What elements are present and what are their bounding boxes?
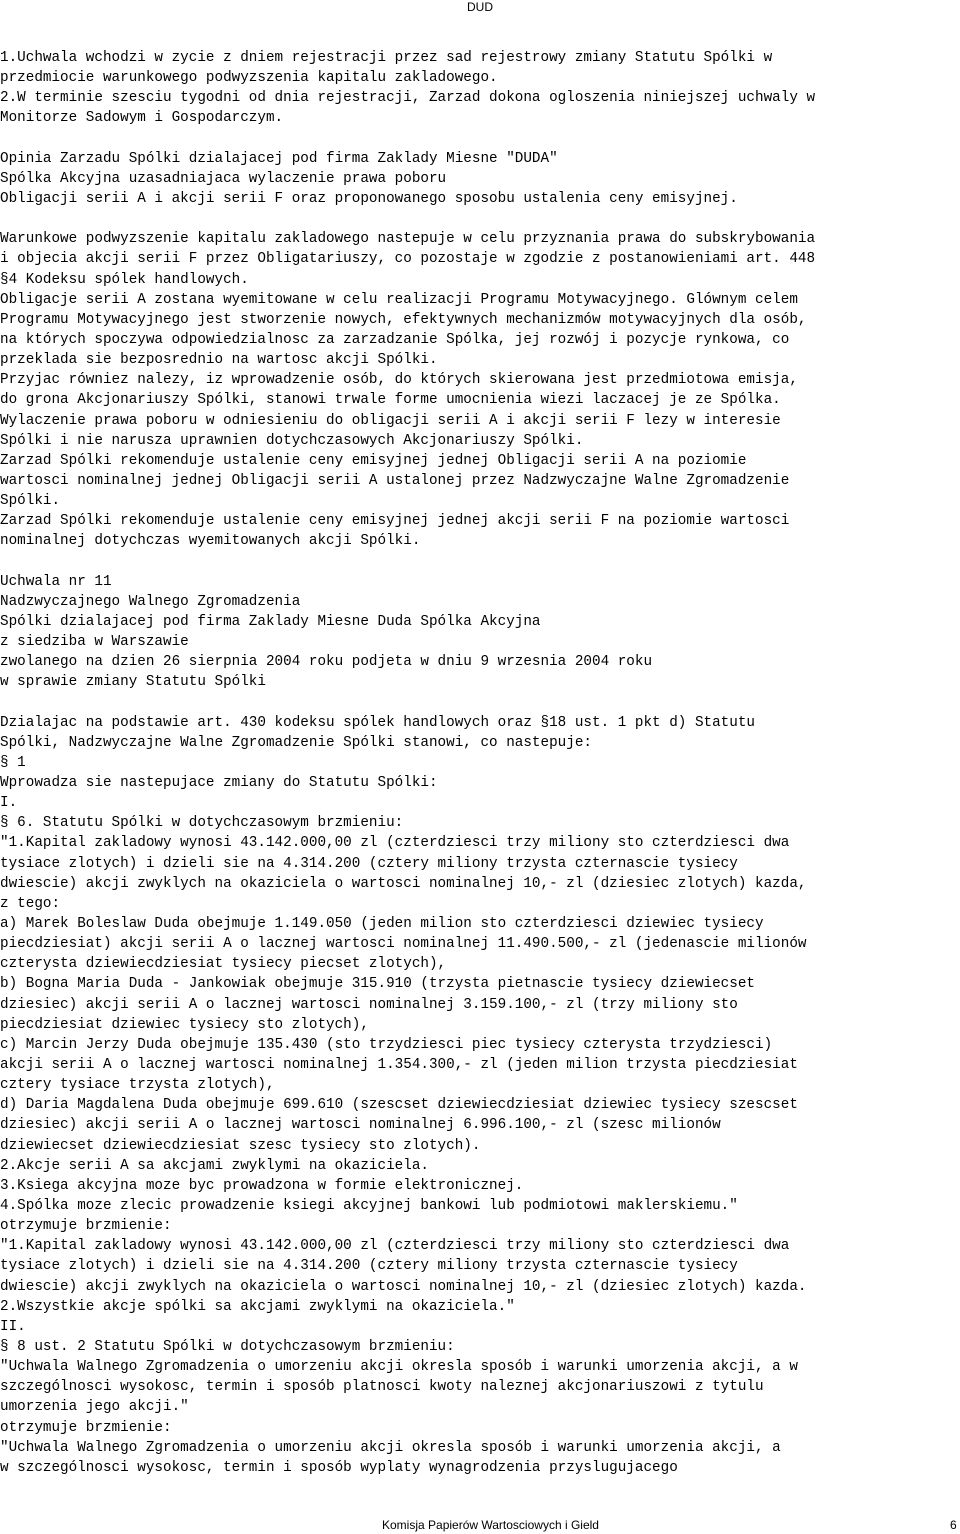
text-line: II. (0, 1318, 26, 1335)
text-line: Obligacji serii A i akcji serii F oraz proponowanego sposobu ustalenia ceny emisyjnej. (0, 190, 738, 207)
text-line: 1.Uchwala wchodzi w zycie z dniem rejestracji przez sad rejestrowy zmiany Statutu Spólki w (0, 50, 773, 66)
text-line: wartosci nominalnej jednej Obligacji serii A ustalonej przez Nadzwyczajne Walne Zgromadzenie (0, 472, 790, 489)
text-line: "1.Kapital zakladowy wynosi 43.142.000,00 zl (czterdziesci trzy miliony sto czterdziesci dwa (0, 835, 790, 852)
text-line: Spólka Akcyjna uzasadniajaca wylaczenie prawa poboru (0, 170, 447, 187)
text-line: Monitorze Sadowym i Gospodarczym. (0, 110, 284, 127)
paragraph (0, 48, 960, 129)
text-line: Dzialajac na podstawie art. 430 kodeksu spólek handlowych oraz §18 ust. 1 pkt d) Statutu (0, 714, 755, 731)
text-line: Nadzwyczajnego Walnego Zgromadzenia (0, 593, 301, 610)
text-line: Zarzad Spólki rekomenduje ustalenie ceny emisyjnej jednej Obligacji serii A na poziomie (0, 452, 747, 469)
page-number: 6 (950, 1518, 957, 1532)
footer-source: Komisja Papierów Wartosciowych i Gield (382, 1518, 599, 1532)
document-body (0, 48, 960, 1478)
text-line: dziewiecset dziewiecdziesiat szesc tysiecy sto zlotych). (0, 1137, 481, 1154)
text-line: tysiace zlotych) i dzieli sie na 4.314.200 (cztery miliony trzysta czternascie tysiecy (0, 1258, 738, 1275)
text-line: piecdziesiat dziewiec tysiecy sto zlotych), (0, 1016, 369, 1033)
page-header: DUD (467, 0, 493, 14)
text-line: "Uchwala Walnego Zgromadzenia o umorzeniu akcji okresla sposób i warunki umorzenia akcji, a w (0, 1359, 798, 1376)
text-line: § 1 (0, 754, 26, 771)
text-line: otrzymuje brzmienie: (0, 1218, 172, 1235)
text-line: Spólki dzialajacej pod firma Zaklady Miesne Duda Spólka Akcyjna (0, 613, 541, 630)
paragraph (0, 713, 960, 1478)
text-line: Spólki i nie narusza uprawnien dotychczasowych Akcjonariuszy Spólki. (0, 432, 584, 449)
text-line: zwolanego na dzien 26 sierpnia 2004 roku podjeta w dniu 9 wrzesnia 2004 roku (0, 654, 653, 671)
text-line: Spólki, Nadzwyczajne Walne Zgromadzenie Spólki stanowi, co nastepuje: (0, 734, 592, 751)
text-line: Obligacje serii A zostana wyemitowane w celu realizacji Programu Motywacyjnego. Glównym celem (0, 291, 798, 308)
paragraph-gap (0, 209, 960, 229)
text-line: Spólki. (0, 493, 61, 510)
text-line: b) Bogna Maria Duda - Jankowiak obejmuje 315.910 (trzysta pietnascie tysiecy dziewiecset (0, 976, 755, 993)
text-line: 2.W terminie szesciu tygodni od dnia rejestracji, Zarzad dokona ogloszenia niniejszej uchwaly w (0, 90, 816, 107)
text-line: z siedziba w Warszawie (0, 634, 189, 651)
text-line: cztery tysiace trzysta zlotych), (0, 1077, 275, 1094)
text-line: z tego: (0, 895, 61, 912)
text-line: Programu Motywacyjnego jest stworzenie nowych, efektywnych mechanizmów motywacyjnych dla osób, (0, 311, 807, 328)
text-line: tysiace zlotych) i dzieli sie na 4.314.200 (cztery miliony trzysta czternascie tysiecy (0, 855, 738, 872)
text-line: czterysta dziewiecdziesiat tysiecy piecset zlotych), (0, 956, 447, 973)
text-line: d) Daria Magdalena Duda obejmuje 699.610 (szescset dziewiecdziesiat dziewiec tysiecy szescset (0, 1097, 798, 1114)
paragraph (0, 229, 960, 551)
text-line: do grona Akcjonariuszy Spólki, stanowi trwale forme umocnienia wiezi laczacej je ze Spólka. (0, 392, 781, 409)
text-line: I. (0, 795, 18, 812)
text-line: §4 Kodeksu spólek handlowych. (0, 271, 249, 288)
text-line: w sprawie zmiany Statutu Spólki (0, 674, 266, 691)
text-line: akcji serii A o lacznej wartosci nominalnej 1.354.300,- zl (jeden milion trzysta piecdziesiat (0, 1057, 798, 1074)
paragraph-gap (0, 693, 960, 713)
text-line: § 8 ust. 2 Statutu Spólki w dotychczasowym brzmieniu: (0, 1339, 455, 1355)
text-line: dziesiec) akcji serii A o lacznej wartosci nominalnej 3.159.100,- zl (trzy miliony sto (0, 996, 738, 1013)
text-line: 2.Akcje serii A sa akcjami zwyklymi na okaziciela. (0, 1157, 429, 1174)
text-line: przeklada sie bezposrednio na wartosc akcji Spólki. (0, 352, 438, 369)
text-line: Opinia Zarzadu Spólki dzialajacej pod firma Zaklady Miesne "DUDA" (0, 150, 558, 167)
text-line: nominalnej dotychczas wyemitowanych akcji Spólki. (0, 533, 421, 550)
text-line: Wylaczenie prawa poboru w odniesieniu do obligacji serii A i akcji serii F lezy w interesie (0, 412, 781, 429)
text-line: w szczególnosci wysokosc, termin i sposób wyplaty wynagrodzenia przyslugujacego (0, 1459, 678, 1476)
text-line: 3.Ksiega akcyjna moze byc prowadzona w formie elektronicznej. (0, 1177, 524, 1194)
text-line: § 6. Statutu Spólki w dotychczasowym brzmieniu: (0, 815, 404, 832)
text-line: dziesiec) akcji serii A o lacznej wartosci nominalnej 6.996.100,- zl (szesc milionów (0, 1117, 721, 1134)
text-line: przedmiocie warunkowego podwyzszenia kapitalu zakladowego. (0, 70, 498, 87)
text-line: Przyjac równiez nalezy, iz wprowadzenie osób, do których skierowana jest przedmiotowa emisja, (0, 372, 798, 389)
text-line: 4.Spólka moze zlecic prowadzenie ksiegi akcyjnej bankowi lub podmiotowi maklerskiemu." (0, 1198, 738, 1215)
text-line: Zarzad Spólki rekomenduje ustalenie ceny emisyjnej jednej akcji serii F na poziomie wartosci (0, 513, 790, 530)
text-line: otrzymuje brzmienie: (0, 1419, 172, 1436)
text-line: dwiescie) akcji zwyklych na okaziciela o wartosci nominalnej 10,- zl (dziesiec zlotych) kazda, (0, 875, 807, 892)
text-line: dwiescie) akcji zwyklych na okaziciela o wartosci nominalnej 10,- zl (dziesiec zlotych) kazda. (0, 1278, 807, 1295)
text-line: 2.Wszystkie akcje spólki sa akcjami zwyklymi na okaziciela." (0, 1298, 515, 1315)
paragraph (0, 572, 960, 693)
text-line: c) Marcin Jerzy Duda obejmuje 135.430 (sto trzydziesci piec tysiecy czterysta trzydziesci) (0, 1036, 773, 1053)
text-line: i objecia akcji serii F przez Obligatariuszy, co pozostaje w zgodzie z postanowieniami art. 448 (0, 251, 816, 268)
text-line: szczególnosci wysokosc, termin i sposób platnosci kwoty naleznej akcjonariuszowi z tytulu (0, 1379, 764, 1396)
text-line: "Uchwala Walnego Zgromadzenia o umorzeniu akcji okresla sposób i warunki umorzenia akcji, a (0, 1439, 781, 1456)
text-line: a) Marek Boleslaw Duda obejmuje 1.149.050 (jeden milion sto czterdziesci dziewiec tysiecy (0, 916, 764, 933)
paragraph-gap (0, 129, 960, 149)
text-line: Uchwala nr 11 (0, 573, 112, 590)
text-line: na których spoczywa odpowiedzialnosc za zarzadzanie Spólka, jej rozwój i pozycje rynkowa, co (0, 331, 790, 348)
text-line: Warunkowe podwyzszenie kapitalu zakladowego nastepuje w celu przyznania prawa do subskrybowania (0, 231, 816, 248)
text-line: Wprowadza sie nastepujace zmiany do Statutu Spólki: (0, 775, 438, 792)
page-footer (0, 1516, 960, 1534)
text-line: piecdziesiat) akcji serii A o lacznej wartosci nominalnej 11.490.500,- zl (jedenascie milionów (0, 936, 807, 953)
paragraph-gap (0, 552, 960, 572)
text-line: "1.Kapital zakladowy wynosi 43.142.000,00 zl (czterdziesci trzy miliony sto czterdziesci dwa (0, 1238, 790, 1255)
text-line: umorzenia jego akcji." (0, 1399, 189, 1416)
paragraph (0, 149, 960, 209)
